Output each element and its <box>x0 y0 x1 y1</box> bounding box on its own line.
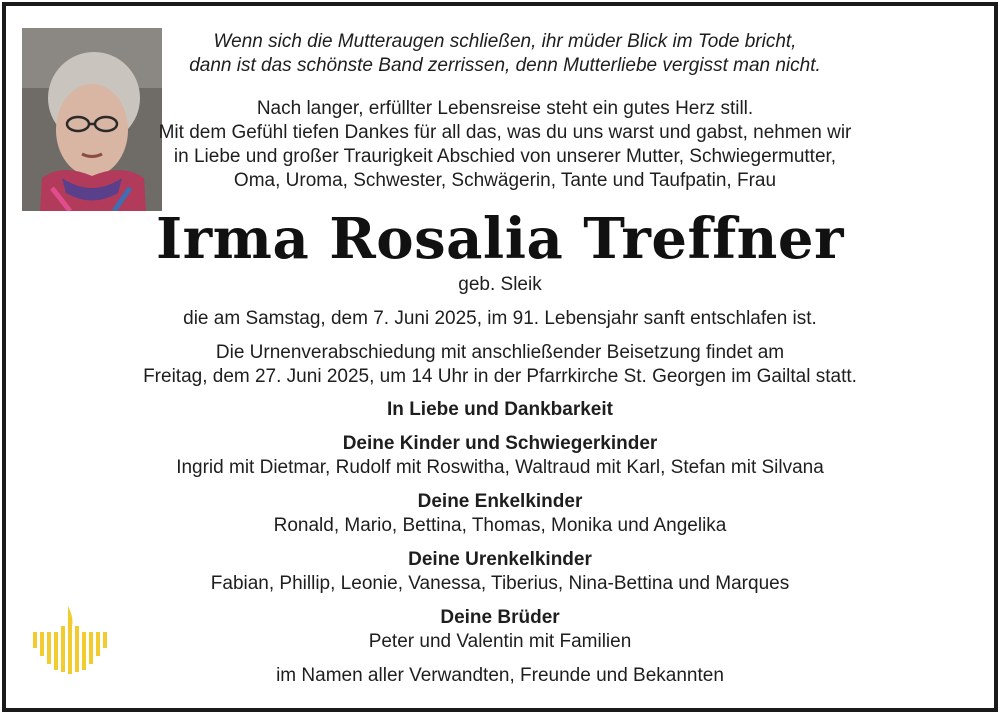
mourner-heading: Deine Brüder <box>440 607 560 628</box>
funeral-line-1: Die Urnenverabschiedung mit anschließender Beisetzung findet am <box>215 342 785 363</box>
death-notice: die am Samstag, dem 7. Juni 2025, im 91. Lebensjahr sanft entschlafen ist. <box>183 308 817 329</box>
mourner-heading: Deine Enkelkinder <box>417 491 583 512</box>
intro-line-3: in Liebe und großer Traurigkeit Abschied von unserer Mutter, Schwiegermutter, <box>173 146 837 167</box>
mourner-heading: Deine Kinder und Schwiegerkinder <box>342 433 658 454</box>
candle-flame-logo <box>30 606 110 678</box>
closing-phrase: In Liebe und Dankbarkeit <box>387 399 613 420</box>
funeral-line-2: Freitag, dem 27. Juni 2025, um 14 Uhr in der Pfarrkirche St. Georgen im Gailtal statt. <box>143 366 857 387</box>
intro-line-2: Mit dem Gefühl tiefen Dankes für all das, was du uns warst und gabst, nehmen wir <box>158 122 852 143</box>
intro-line-1: Nach langer, erfüllter Lebensreise steht ein gutes Herz still. <box>256 98 754 119</box>
mourner-names: Fabian, Phillip, Leonie, Vanessa, Tiberius, Nina-Bettina und Marques <box>210 573 790 594</box>
birth-name: geb. Sleik <box>458 274 542 295</box>
mourner-names: Ronald, Mario, Bettina, Thomas, Monika und Angelika <box>273 515 727 536</box>
deceased-name: Irma Rosalia Treffner <box>155 206 845 272</box>
poem-line-1: Wenn sich die Mutteraugen schließen, ihr müder Blick im Tode bricht, <box>213 31 797 52</box>
intro-line-4: Oma, Uroma, Schwester, Schwägerin, Tante und Taufpatin, Frau <box>233 170 777 191</box>
footer-line: im Namen aller Verwandten, Freunde und Bekannten <box>276 665 724 686</box>
mourner-names: Ingrid mit Dietmar, Rudolf mit Roswitha, Waltraud mit Karl, Stefan mit Silvana <box>176 457 824 478</box>
mourner-heading: Deine Urenkelkinder <box>408 549 592 570</box>
poem-line-2: dann ist das schönste Band zerrissen, denn Mutterliebe vergisst man nicht. <box>189 55 821 76</box>
mourner-names: Peter und Valentin mit Familien <box>368 631 632 652</box>
